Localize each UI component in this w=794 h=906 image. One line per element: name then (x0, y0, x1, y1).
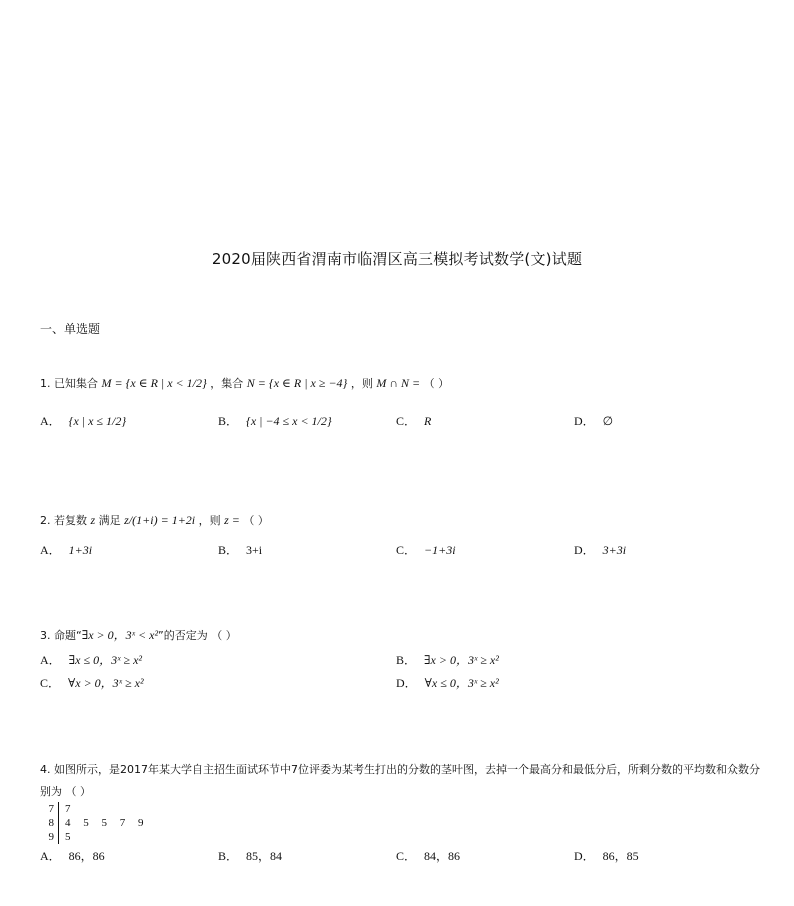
question-text: 满足 (98, 514, 121, 527)
option-b[interactable] (396, 651, 499, 670)
option-label: A． (40, 849, 61, 863)
question-4 (40, 759, 760, 803)
option-c[interactable] (40, 674, 144, 693)
question-text: ，则 (350, 377, 373, 390)
math-proposition: ∃x > 0，3ˣ < x² (81, 628, 159, 642)
question-number: 1. (40, 377, 51, 390)
option-value: 86，85 (602, 849, 639, 863)
option-value: 3+3i (602, 543, 627, 557)
option-value: 1+3i (68, 543, 93, 557)
question-2 (40, 511, 269, 530)
stem: 7 (40, 802, 59, 816)
option-label: B． (218, 414, 239, 428)
answer-paren: （ ） (243, 514, 269, 527)
option-c[interactable] (396, 541, 456, 560)
question-1 (40, 374, 449, 393)
question-number: 4. (40, 763, 51, 776)
option-label: B． (218, 543, 239, 557)
stem-leaf-row (40, 802, 149, 816)
option-value: {x | −4 ≤ x < 1/2} (246, 414, 332, 428)
option-label: C． (396, 414, 417, 428)
option-label: C． (396, 543, 417, 557)
option-value: R (424, 414, 432, 428)
option-label: C． (396, 849, 417, 863)
option-d[interactable] (396, 674, 499, 693)
leaves: 5 (65, 831, 76, 843)
math-expr: M ∩ N = (376, 376, 421, 390)
math-set-m: M = {x ∈ R | x < 1/2} (101, 376, 207, 390)
math-equation: z/(1+i) = 1+2i (124, 513, 196, 527)
option-d[interactable] (574, 541, 626, 560)
option-label: A． (40, 543, 61, 557)
option-value: ∃x ≤ 0，3ˣ ≥ x² (68, 653, 142, 667)
option-b[interactable] (218, 541, 262, 560)
option-c[interactable] (396, 412, 431, 431)
option-value: ∅ (602, 414, 614, 428)
option-label: B． (218, 849, 239, 863)
option-value: ∀x ≤ 0，3ˣ ≥ x² (424, 676, 499, 690)
question-text: ”的否定为 (158, 629, 208, 642)
answer-paren: （ ） (423, 377, 450, 390)
option-label: D． (574, 414, 595, 428)
question-text: 如图所示，是2017年某大学自主招生面试环节中7位评委为某考生打出的分数的茎叶图，去掉一个最高分和最低分后，所剩分数的平均数和众数分别为 (40, 763, 760, 798)
question-text: ，则 (198, 514, 221, 527)
question-3 (40, 626, 237, 645)
stem-leaf-plot (40, 802, 149, 844)
question-text: ，集合 (210, 377, 244, 390)
stem: 8 (40, 816, 59, 830)
leaves: 7 (65, 803, 76, 815)
option-label: D． (396, 676, 417, 690)
math-var: z (90, 513, 96, 527)
option-value: 85，84 (246, 849, 283, 863)
question-text: 已知集合 (54, 377, 98, 390)
option-label: D． (574, 543, 595, 557)
option-value: 84，86 (424, 849, 461, 863)
option-d[interactable] (574, 412, 613, 431)
leaves: 4 5 5 7 9 (65, 817, 149, 829)
stem-leaf-row (40, 816, 149, 830)
stem: 9 (40, 830, 59, 844)
option-value: {x | x ≤ 1/2} (68, 414, 127, 428)
math-set-n: N = {x ∈ R | x ≥ −4} (246, 376, 348, 390)
option-a[interactable] (40, 847, 105, 866)
option-a[interactable] (40, 651, 142, 670)
option-label: A． (40, 414, 61, 428)
option-value: ∃x > 0，3ˣ ≥ x² (424, 653, 499, 667)
option-b[interactable] (218, 412, 332, 431)
option-label: C． (40, 676, 61, 690)
option-d[interactable] (574, 847, 639, 866)
option-a[interactable] (40, 412, 126, 431)
answer-paren: （ ） (211, 629, 237, 642)
option-label: B． (396, 653, 417, 667)
stem-leaf-row (40, 830, 149, 844)
page-title: 2020届陕西省渭南市临渭区高三模拟考试数学(文)试题 (211, 250, 583, 268)
answer-paren: （ ） (65, 785, 91, 798)
option-label: D． (574, 849, 595, 863)
option-value: 3+i (246, 543, 263, 557)
math-expr: z = (224, 513, 240, 527)
question-text: 命题“ (54, 629, 82, 642)
option-value: 86，86 (68, 849, 105, 863)
option-value: ∀x > 0，3ˣ ≥ x² (68, 676, 144, 690)
question-text: 若复数 (54, 514, 87, 527)
option-b[interactable] (218, 847, 282, 866)
question-number: 3. (40, 629, 51, 642)
question-number: 2. (40, 514, 51, 527)
option-label: A． (40, 653, 61, 667)
option-c[interactable] (396, 847, 460, 866)
section-heading: 一、单选题 (40, 322, 101, 336)
option-value: −1+3i (424, 543, 456, 557)
option-a[interactable] (40, 541, 92, 560)
